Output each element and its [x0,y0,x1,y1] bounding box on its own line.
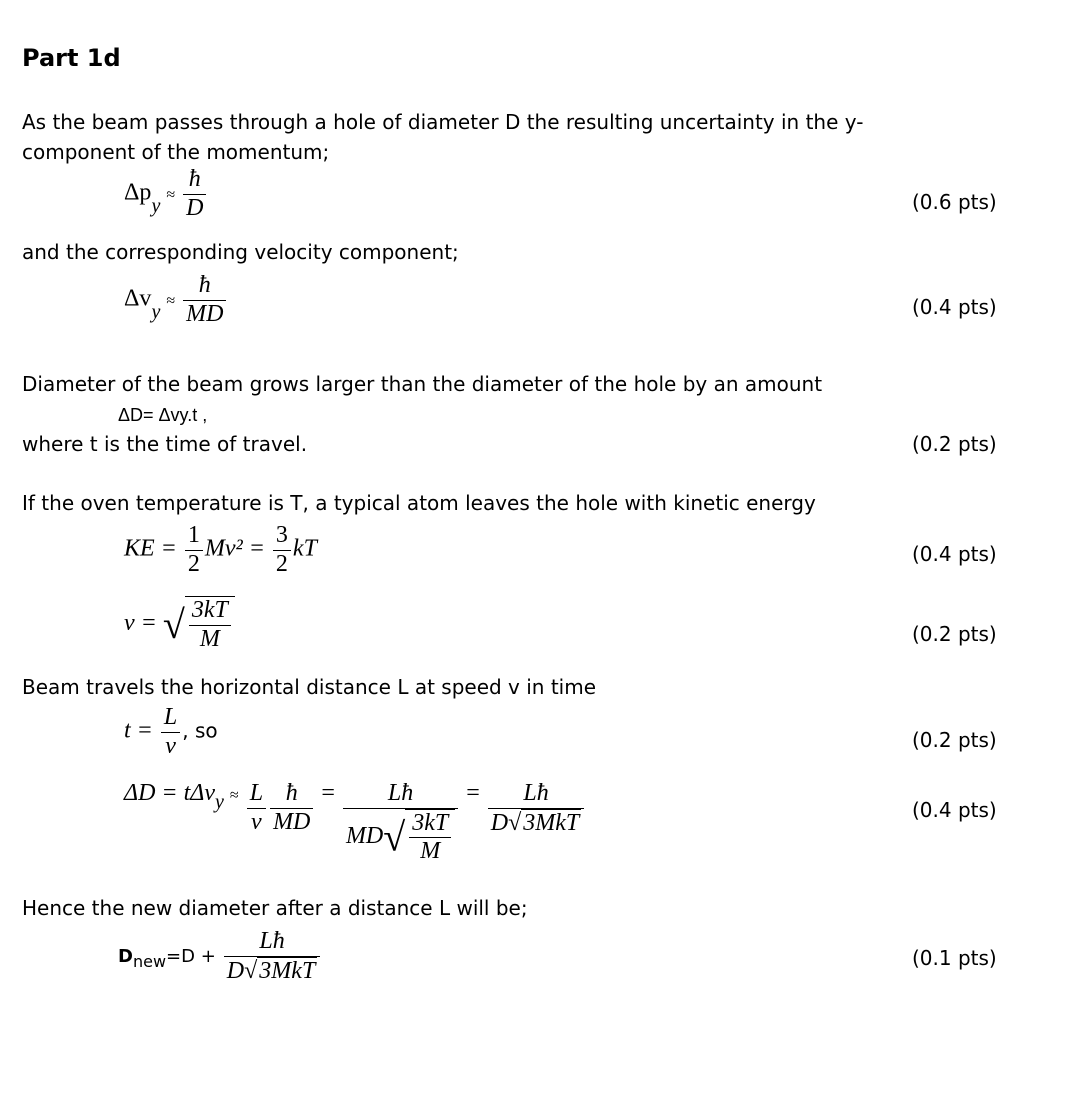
points-label: (0.4 pts) [912,798,997,822]
equation-kinetic-energy [124,522,317,578]
eq-middle: =D + [166,946,216,968]
equation-new-diameter [118,928,322,985]
paragraph-velocity: and the corresponding velocity component; [22,240,459,264]
denominator: M [420,838,441,865]
denominator: MD [186,300,224,327]
paragraph-oven-temperature: If the oven temperature is T, a typical atom leaves the hole with kinetic energy [22,491,816,515]
eq-subscript: y [215,791,224,813]
numerator: 1 [185,522,203,551]
paragraph-new-diameter: Hence the new diameter after a distance L will be; [22,896,528,920]
denominator: v [165,732,176,759]
fraction-l-over-v [247,780,266,836]
fraction [409,810,451,866]
fraction-three-halves [273,522,291,578]
radical-sign-icon: √ [508,809,522,836]
equation-speed [124,596,235,653]
paragraph-diameter-growth: Diameter of the beam grows larger than the diameter of the hole by an amount [22,372,823,396]
fraction [189,597,231,653]
fraction-final [488,780,585,837]
fraction-hbar-over-md [270,780,313,836]
points-label: (0.4 pts) [912,542,997,566]
paragraph-time-of-travel: where t is the time of travel. [22,432,308,456]
eq-subscript: y [151,300,161,323]
square-root [163,596,235,653]
numerator: Lħ [343,780,458,809]
eq-lhs: KE = [124,535,177,562]
fraction [183,166,206,222]
numerator: L [247,780,266,809]
denominator [343,809,458,866]
eq-lhs: D [118,946,133,968]
numerator: 3 [273,522,291,551]
fraction-middle [343,780,458,866]
equals-sign: = [321,780,335,806]
paragraph-beam-travels: Beam travels the horizontal distance L at speed v in time [22,675,597,699]
eq-relation: ≈ [229,787,239,804]
eq-lhs: t = [124,717,153,744]
numerator: Lħ [224,928,321,957]
eq-subscript: y [151,194,161,217]
eq-middle: Mv² = [204,535,265,562]
numerator: ħ [183,166,206,195]
denominator: M [199,625,220,652]
radical-sign-icon: √ [162,602,185,648]
denominator: MD [273,808,311,835]
fraction [224,928,321,985]
eq-lhs: ΔD = tΔv [124,780,216,806]
equation-delta-d: ΔD= Δvy.t , [118,405,208,425]
radical-sign-icon: √ [244,957,258,984]
numerator: Lħ [488,780,585,809]
denominator: 2 [187,550,200,577]
numerator: ħ [183,272,226,301]
denominator [224,957,321,986]
den-prefix: D [490,809,509,836]
equation-time [124,704,218,760]
numerator: ħ [270,780,313,809]
eq-subscript: new [132,952,167,972]
radicand [405,809,455,866]
points-label: (0.6 pts) [912,190,997,214]
eq-lhs: Δp [124,179,152,206]
numerator: 3kT [409,810,451,839]
points-label: (0.1 pts) [912,946,997,970]
den-prefix: D [226,957,245,984]
eq-relation: ≈ [166,186,176,204]
equation-momentum-uncertainty [124,166,208,222]
square-root [383,809,455,866]
denominator: 2 [275,550,288,577]
points-label: (0.2 pts) [912,622,997,646]
eq-tail: kT [292,535,317,562]
radicand: 3MkT [259,957,316,984]
equation-diameter-growth [124,780,586,866]
denominator: D [186,194,204,221]
fraction-half [185,522,203,578]
page-heading: Part 1d [22,44,121,72]
radicand: 3MkT [523,809,580,836]
fraction [161,704,180,760]
paragraph-hole-line1: As the beam passes through a hole of diameter D the resulting uncertainty in the y- [22,110,864,134]
paragraph-hole-line2: component of the momentum; [22,140,330,164]
denominator [488,809,585,838]
numerator: 3kT [189,597,231,626]
radicand [185,596,235,653]
text-so: , so [182,718,218,743]
numerator: L [161,704,180,733]
points-label: (0.2 pts) [912,432,997,456]
fraction [183,272,226,328]
equals-sign: = [466,780,480,806]
equation-velocity-uncertainty [124,272,228,328]
radical-sign-icon: √ [383,814,406,860]
eq-relation: ≈ [166,292,176,310]
eq-lhs: v = [124,610,157,637]
eq-lhs: Δv [124,285,152,312]
points-label: (0.4 pts) [912,295,997,319]
denominator: v [251,808,262,835]
den-prefix: MD [345,822,384,849]
points-label: (0.2 pts) [912,728,997,752]
